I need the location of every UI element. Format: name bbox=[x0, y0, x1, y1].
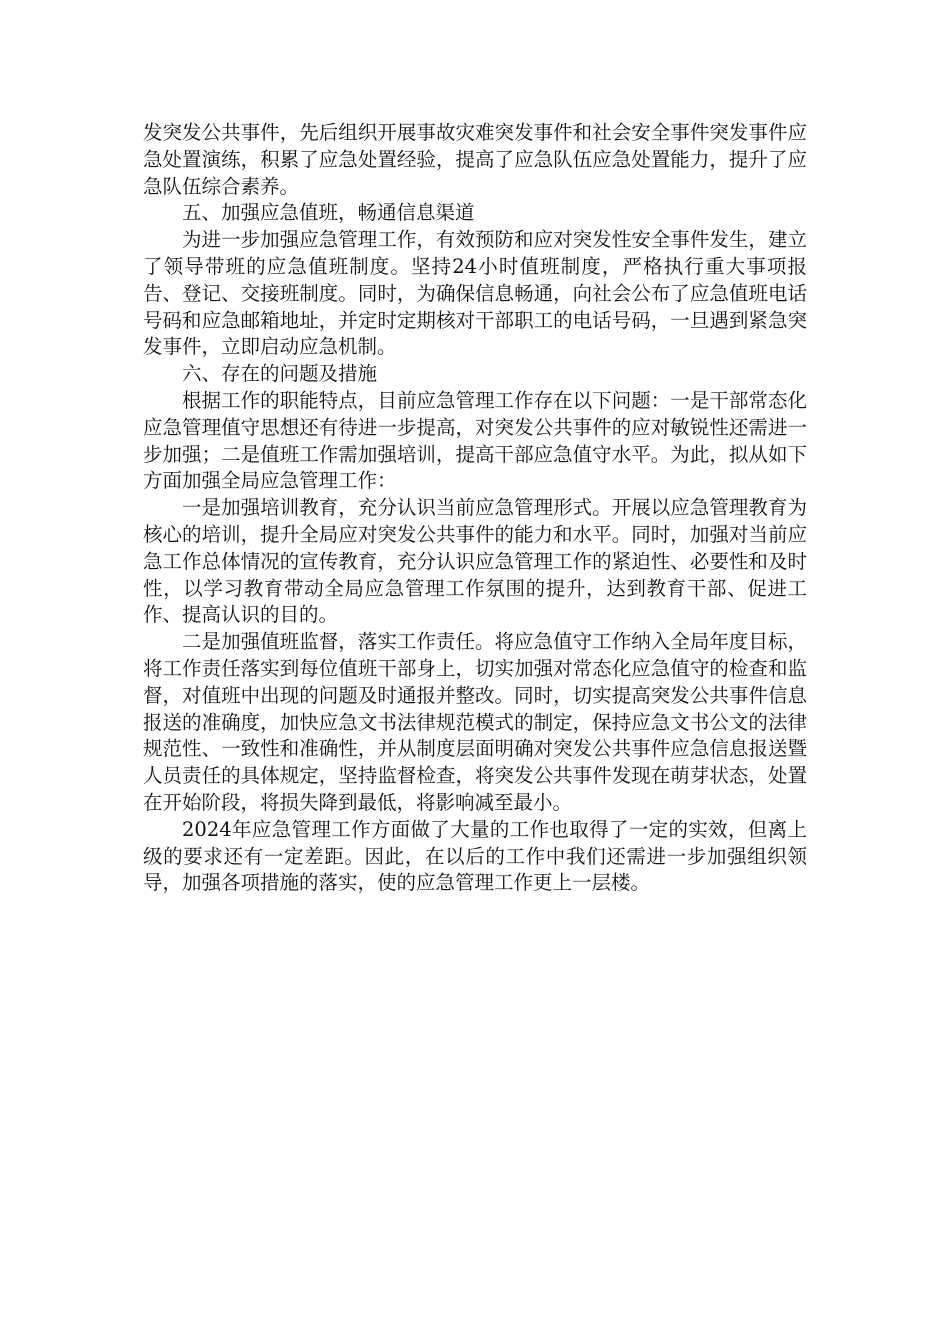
paragraph-measure-supervision: 二是加强值班监督，落实工作责任。将应急值守工作纳入全局年度目标，将工作责任落实到每位值班干部身上，切实加强对常态化应急值守的检查和监督，对值班中出现的问题及时通报并整改。同时，切实提高突发公共事件信息报送的准确度，加快应急文书法律规范模式的制定，保持应急文书公文的法律规范性、一致性和准确性，并从制度层面明确对突发公共事件应急信息报送暨人员责任的具体规定，坚持监督检查，将突发公共事件发现在萌芽状态，处置在开始阶段，将损失降到最低，将影响减至最小。 bbox=[143, 630, 807, 814]
paragraph-continuation: 发突发公共事件，先后组织开展事故灾难突发事件和社会安全事件突发事件应急处置演练，积累了应急处置经验，提高了应急队伍应急处置能力，提升了应急队伍综合素养。 bbox=[143, 121, 807, 198]
paragraph-measure-training: 一是加强培训教育，充分认识当前应急管理形式。开展以应急管理教育为核心的培训，提升全局应对突发公共事件的能力和水平。同时，加强对当前应急工作总体情况的宣传教育，充分认识应急管理工作的紧迫性、必要性和及时性，以学习教育带动全局应急管理工作氛围的提升，达到教育干部、促进工作、提高认识的目的。 bbox=[143, 496, 807, 627]
paragraph-problems: 根据工作的职能特点，目前应急管理工作存在以下问题：一是干部常态化应急管理值守思想还有待进一步提高，对突发公共事件的应对敏锐性还需进一步加强；二是值班工作需加强培训，提高干部应急值守水平。为此，拟从如下方面加强全局应急管理工作： bbox=[143, 388, 807, 493]
section-heading-6: 六、存在的问题及措施 bbox=[182, 362, 378, 386]
paragraph-duty-system: 为进一步加强应急管理工作，有效预防和应对突发性安全事件发生，建立了领导带班的应急值班制度。坚持24小时值班制度，严格执行重大事项报告、登记、交接班制度。同时，为确保信息畅通，向社会公布了应急值班电话号码和应急邮箱地址，并定时定期核对干部职工的电话号码，一旦遇到紧急突发事件，立即启动应急机制。 bbox=[143, 228, 807, 359]
paragraph-conclusion: 2024年应急管理工作方面做了大量的工作也取得了一定的实效，但离上级的要求还有一定差距。因此，在以后的工作中我们还需进一步加强组织领导，加强各项措施的落实，使的应急管理工作更上一层楼。 bbox=[143, 817, 807, 895]
document-body bbox=[143, 120, 807, 897]
section-heading-5: 五、加强应急值班，畅通信息渠道 bbox=[182, 201, 475, 225]
